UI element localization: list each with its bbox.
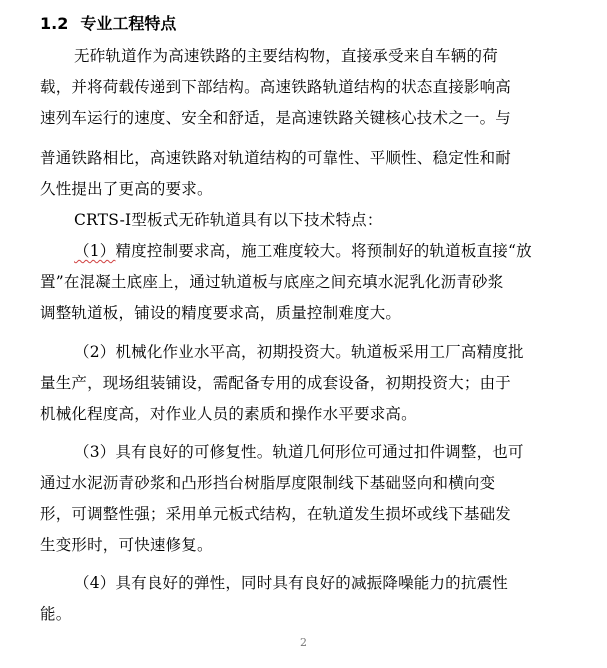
paragraph-line: 速列车运行的速度、安全和舒适，是高速铁路关键核心技术之一。与 xyxy=(40,109,512,127)
list-item-line: 置”在混凝土底座上，通过轨道板与底座之间充填水泥乳化沥青砂浆 xyxy=(40,273,504,291)
page-number: 2 xyxy=(300,636,307,649)
list-item-line: （3）具有良好的可修复性。轨道几何形位可通过扣件调整，也可 xyxy=(74,443,524,461)
list-item-line: 机械化程度高，对作业人员的素质和操作水平要求高。 xyxy=(40,405,417,423)
section-heading xyxy=(40,11,176,34)
section-title: 专业工程特点 xyxy=(80,14,177,33)
list-item-line: 生变形时，可快速修复。 xyxy=(40,536,213,554)
paragraph-line: 普通铁路相比，高速铁路对轨道结构的可靠性、平顺性、稳定性和耐 xyxy=(40,149,512,167)
paragraph-line: 无砟轨道作为高速铁路的主要结构物，直接承受来自车辆的荷 xyxy=(74,47,498,65)
section-number: 1.2 xyxy=(40,14,69,33)
list-item-line: （2）机械化作业水平高，初期投资大。轨道板采用工厂高精度批 xyxy=(74,343,524,361)
list-item-line: 能。 xyxy=(40,605,72,623)
paragraph-line: 久性提出了更高的要求。 xyxy=(40,180,213,198)
list-item-line xyxy=(74,239,532,261)
list-item-line: 通过水泥沥青砂浆和凸形挡台树脂厚度限制线下基础竖向和横向变 xyxy=(40,474,496,492)
list-item-prefix: （1） xyxy=(74,242,116,260)
list-item-line: 量生产，现场组装铺设，需配备专用的成套设备，初期投资大；由于 xyxy=(40,374,512,392)
paragraph-line: 载，并将荷载传递到下部结构。高速铁路轨道结构的状态直接影响高 xyxy=(40,78,512,96)
paragraph-line: CRTS-I型板式无砟轨道具有以下技术特点： xyxy=(74,211,383,229)
list-item-line: 形，可调整性强；采用单元板式结构，在轨道发生损坏或线下基础发 xyxy=(40,505,512,523)
list-item-line: 调整轨道板，铺设的精度要求高，质量控制难度大。 xyxy=(40,304,402,322)
list-item-text: 精度控制要求高，施工难度较大。将预制好的轨道板直接“放 xyxy=(115,242,532,260)
list-item-line: （4）具有良好的弹性，同时具有良好的减振降噪能力的抗震性 xyxy=(74,574,508,592)
